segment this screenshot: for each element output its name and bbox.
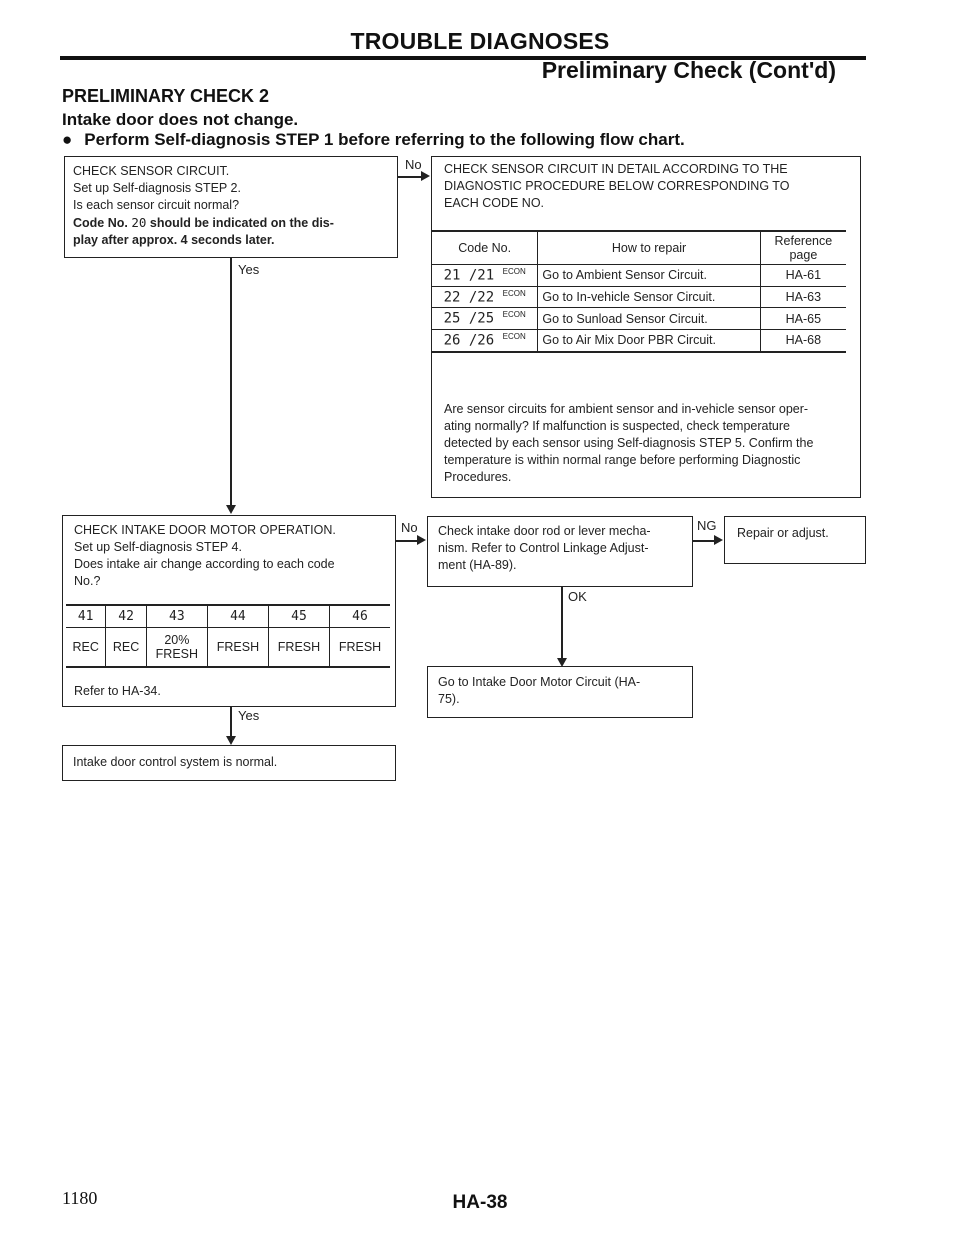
box1-line1: CHECK SENSOR CIRCUIT. <box>73 164 230 178</box>
code-cell: 22 /22 $^{ECON}$ <box>443 288 526 306</box>
check-linkage-box <box>427 516 693 587</box>
sensor-note: Are sensor circuits for ambient sensor and in-vehicle sensor oper- ating normally? If malfunction is suspected, check temperature detected by each sensor using Self-diagnosis STEP 5. Confirm the temperature is within normal range before performing Diagnostic Procedures. <box>444 402 814 484</box>
box5-text: Repair or adjust. <box>737 526 829 540</box>
th-reference: Reference page <box>760 231 846 265</box>
box4-line3: ment (HA-89). <box>438 558 517 572</box>
box2-line2: DIAGNOSTIC PROCEDURE BELOW CORRESPONDING TO <box>444 179 790 193</box>
box3-line2: Set up Self-diagnosis STEP 4. <box>74 540 242 554</box>
box1-line3: Is each sensor circuit normal? <box>73 198 240 212</box>
code-repair-table <box>432 230 846 353</box>
code-cell: 44 <box>207 605 268 627</box>
mode-cell: REC <box>72 639 99 654</box>
box1-code: 20 <box>131 215 147 230</box>
mode-cell: FRESH <box>330 627 390 667</box>
page-header-title: TROUBLE DIAGNOSES <box>350 28 610 54</box>
repair-adjust-box <box>724 516 866 564</box>
mode-cell: FRESH <box>207 627 268 667</box>
instruction-text: Perform Self-diagnosis STEP 1 before referring to the following flow chart. <box>84 130 685 149</box>
arrow-right-icon <box>714 535 723 545</box>
bullet-dot-icon: ● <box>62 130 73 149</box>
label-no-2: No <box>401 520 418 535</box>
repair-cell: Go to In-vehicle Sensor Circuit. <box>538 286 760 308</box>
ref-cell: HA-61 <box>760 265 846 287</box>
table-row <box>66 605 390 627</box>
label-ok: OK <box>568 589 587 604</box>
box1-line5: play after approx. 4 seconds later. <box>73 233 275 247</box>
label-ng: NG <box>697 518 717 533</box>
page-number: 1180 <box>62 1188 98 1208</box>
connector-yes-2 <box>230 707 232 737</box>
table-row <box>432 286 846 308</box>
connector-no-1 <box>398 176 422 178</box>
code-cell: 46 <box>330 605 390 627</box>
symptom-text: Intake door does not change. <box>62 110 299 129</box>
connector-ok <box>561 587 563 659</box>
connector-no-2 <box>396 540 418 542</box>
arrow-down-icon <box>226 505 236 514</box>
section-title: PRELIMINARY CHECK 2 <box>62 86 270 106</box>
box3-line3: Does intake air change according to each code <box>74 557 335 571</box>
box1-line4: Code No. 20 should be indicated on the dis- <box>73 215 334 230</box>
code-cell: 41 <box>77 608 94 624</box>
code-cell: 43 <box>146 605 207 627</box>
intake-mode-table <box>66 604 390 668</box>
check-sensor-circuit-box <box>64 156 398 258</box>
mode-cell: REC <box>106 627 146 667</box>
code-cell: 45 <box>268 605 329 627</box>
th-code: Code No. <box>458 241 512 255</box>
ref-cell: HA-65 <box>760 308 846 330</box>
page-header-subtitle: Preliminary Check (Cont'd) <box>541 57 836 83</box>
ref-cell: HA-68 <box>760 329 846 351</box>
box4-line2: nism. Refer to Control Linkage Adjust- <box>438 541 649 555</box>
connector-yes-1 <box>230 258 232 506</box>
box7-text: Intake door control system is normal. <box>73 755 278 769</box>
repair-cell: Go to Sunload Sensor Circuit. <box>538 308 760 330</box>
code-cell: 21 /21 $^{ECON}$ <box>443 267 526 284</box>
connector-ng <box>693 540 715 542</box>
box6-line1: Go to Intake Door Motor Circuit (HA- <box>438 675 641 689</box>
code-cell: 25 /25 $^{ECON}$ <box>443 310 526 327</box>
table-row <box>432 265 846 287</box>
ref-cell: HA-63 <box>760 286 846 308</box>
box4-line1: Check intake door rod or lever mecha- <box>438 524 651 538</box>
system-normal-box <box>62 745 396 781</box>
box1-line2: Set up Self-diagnosis STEP 2. <box>73 181 241 195</box>
arrow-right-icon <box>417 535 426 545</box>
box2-line1: CHECK SENSOR CIRCUIT IN DETAIL ACCORDING TO THE <box>444 162 788 176</box>
box3-line1: CHECK INTAKE DOOR MOTOR OPERATION. <box>74 523 336 537</box>
label-yes-1: Yes <box>238 262 260 277</box>
th-repair: How to repair <box>538 231 760 265</box>
box2-line3: EACH CODE NO. <box>444 196 545 210</box>
box3-line4: No.? <box>74 574 101 588</box>
table-row <box>432 308 846 330</box>
label-no-1: No <box>405 157 422 172</box>
mode-cell: FRESH <box>268 627 329 667</box>
arrow-right-icon <box>421 171 430 181</box>
code-cell: 42 <box>106 605 146 627</box>
instruction-bullet <box>62 130 685 150</box>
mode-cell: 20% FRESH <box>146 627 207 667</box>
table-row <box>432 329 846 351</box>
label-yes-2: Yes <box>238 708 260 723</box>
intake-motor-circuit-box <box>427 666 693 718</box>
section-page-code: HA-38 <box>452 1192 508 1213</box>
table-row <box>66 627 390 667</box>
code-cell: 26 /26 $^{ECON}$ <box>443 331 526 349</box>
repair-cell: Go to Ambient Sensor Circuit. <box>538 265 760 287</box>
box6-line2: 75). <box>438 692 460 706</box>
box3-refer: Refer to HA-34. <box>74 684 161 698</box>
arrow-down-icon <box>226 736 236 745</box>
repair-cell: Go to Air Mix Door PBR Circuit. <box>538 329 760 351</box>
